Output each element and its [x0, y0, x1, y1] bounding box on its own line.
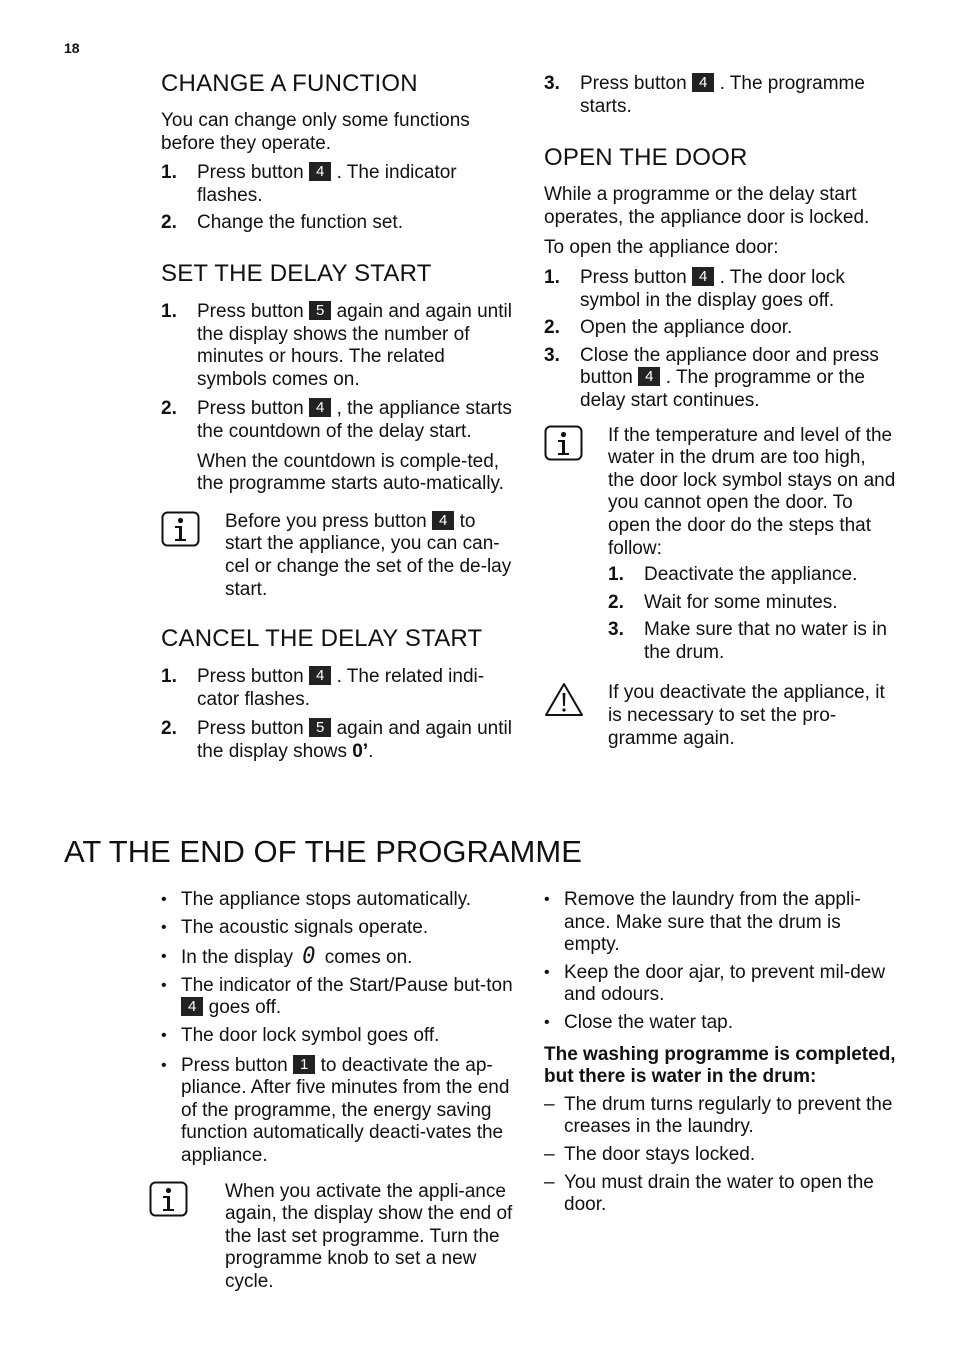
dash-item: – The door stays locked. — [544, 1143, 756, 1165]
bullet-item: • The acoustic signals operate. — [161, 916, 429, 938]
right-column-bottom — [544, 889, 896, 1217]
button-4-key: 4 — [309, 398, 331, 417]
dash-item: – You must drain the water to open the door. — [544, 1171, 874, 1216]
button-1-key: 1 — [293, 1055, 315, 1074]
cancel-delay-step-2: 2. Press button 5 again and again until the display shows 0’. — [161, 718, 512, 762]
change-function-step-2: 2. Change the function set. — [161, 212, 403, 234]
change-function-heading: CHANGE A FUNCTION — [161, 70, 418, 97]
dash-item: – The drum turns regularly to prevent the creases in the laundry. — [544, 1093, 893, 1138]
page-number: 18 — [64, 40, 80, 56]
button-4-key: 4 — [432, 511, 454, 530]
open-door-intro-2: To open the appliance door: — [544, 237, 779, 259]
bullet-item: • Close the water tap. — [544, 1011, 733, 1033]
open-door-step-2: 2. Open the appliance door. — [544, 317, 793, 339]
button-4-key: 4 — [181, 997, 203, 1016]
button-4-key: 4 — [638, 367, 660, 386]
delay-start-info-note: Before you press button 4 to start the appliance, you can can-cel or change the set of the de-lay start. — [161, 511, 515, 601]
water-in-drum-heading: The washing programme is completed, but there is water in the drum: — [544, 1043, 896, 1088]
display-zero-symbol: 0 — [302, 944, 316, 970]
cancel-delay-step-1: 1. Press button 4 . The related indi-cator flashes. — [161, 666, 485, 710]
end-of-programme-heading: AT THE END OF THE PROGRAMME — [64, 834, 582, 869]
display-value: 0’ — [352, 740, 369, 762]
info-step-3: 3. Make sure that no water is in the drum. — [608, 619, 887, 663]
deactivate-warning-note: If you deactivate the appliance, it is necessary to set the pro-gramme again. — [544, 682, 896, 750]
delay-start-countdown-note: When the countdown is comple-ted, the programme starts auto-matically. — [197, 450, 504, 495]
button-4-key: 4 — [309, 162, 331, 181]
info-step-1: 1. Deactivate the appliance. — [608, 564, 858, 586]
button-4-key: 4 — [309, 666, 331, 685]
change-function-step-1: 1. Press button 4 . The indicator flashes. — [161, 162, 457, 206]
open-door-info-note — [544, 425, 896, 665]
info-step-2: 2. Wait for some minutes. — [608, 591, 838, 613]
bullet-item: • The indicator of the Start/Pause but-ton 4 goes off. — [161, 974, 513, 1019]
button-5-key: 5 — [309, 718, 331, 737]
left-column-top — [161, 70, 515, 763]
reactivate-info-note: When you activate the appli-ance again, the display show the end of the last set programme. Turn the programme knob to set a new cycle. — [149, 1181, 513, 1294]
open-door-info-text: If the temperature and level of the water in the drum are too high, the door lock symbol stays on and you cannot open the door. To open the door do the steps that follow: — [608, 424, 896, 559]
info-icon — [544, 425, 608, 665]
bullet-item: • Remove the laundry from the appli-ance. Make sure that the drum is empty. — [544, 889, 861, 956]
button-4-key: 4 — [692, 73, 714, 92]
cancel-delay-heading: CANCEL THE DELAY START — [161, 625, 483, 653]
bullet-item: • In the display 0 comes on. — [161, 944, 413, 970]
open-door-step-3: 3. Close the appliance door and press button 4 . The programme or the delay start continues. — [544, 344, 879, 411]
open-door-step-1: 1. Press button 4 . The door lock symbol in the display goes off. — [544, 266, 845, 311]
info-icon — [161, 511, 225, 601]
delay-start-step-3: 3. Press button 4 . The programme starts. — [544, 73, 865, 117]
change-function-intro: You can change only some functions before they operate. — [161, 110, 470, 154]
left-column-bottom — [161, 889, 513, 1294]
delay-start-step-1: 1. Press button 5 again and again until the display shows the number of minutes or hours. The related symbols comes on. — [161, 300, 512, 390]
bullet-item: • Press button 1 to deactivate the ap-pliance. After five minutes from the end of the programme, the energy saving function automatically deacti-vates the appliance. — [161, 1054, 510, 1166]
bullet-item: • The appliance stops automatically. — [161, 889, 472, 910]
open-door-heading: OPEN THE DOOR — [544, 144, 748, 172]
bullet-item: • The door lock symbol goes off. — [161, 1024, 440, 1046]
bullet-item: • Keep the door ajar, to prevent mil-dew and odours. — [544, 961, 886, 1006]
open-door-intro: While a programme or the delay start operates, the appliance door is locked. — [544, 184, 870, 228]
delay-start-step-2: 2. Press button 4 , the appliance starts the countdown of the delay start. — [161, 398, 512, 442]
warning-icon — [544, 682, 608, 750]
right-column-top — [544, 73, 896, 750]
info-icon — [149, 1181, 225, 1294]
button-5-key: 5 — [309, 301, 331, 320]
delay-start-heading: SET THE DELAY START — [161, 259, 432, 287]
button-4-key: 4 — [692, 267, 714, 286]
